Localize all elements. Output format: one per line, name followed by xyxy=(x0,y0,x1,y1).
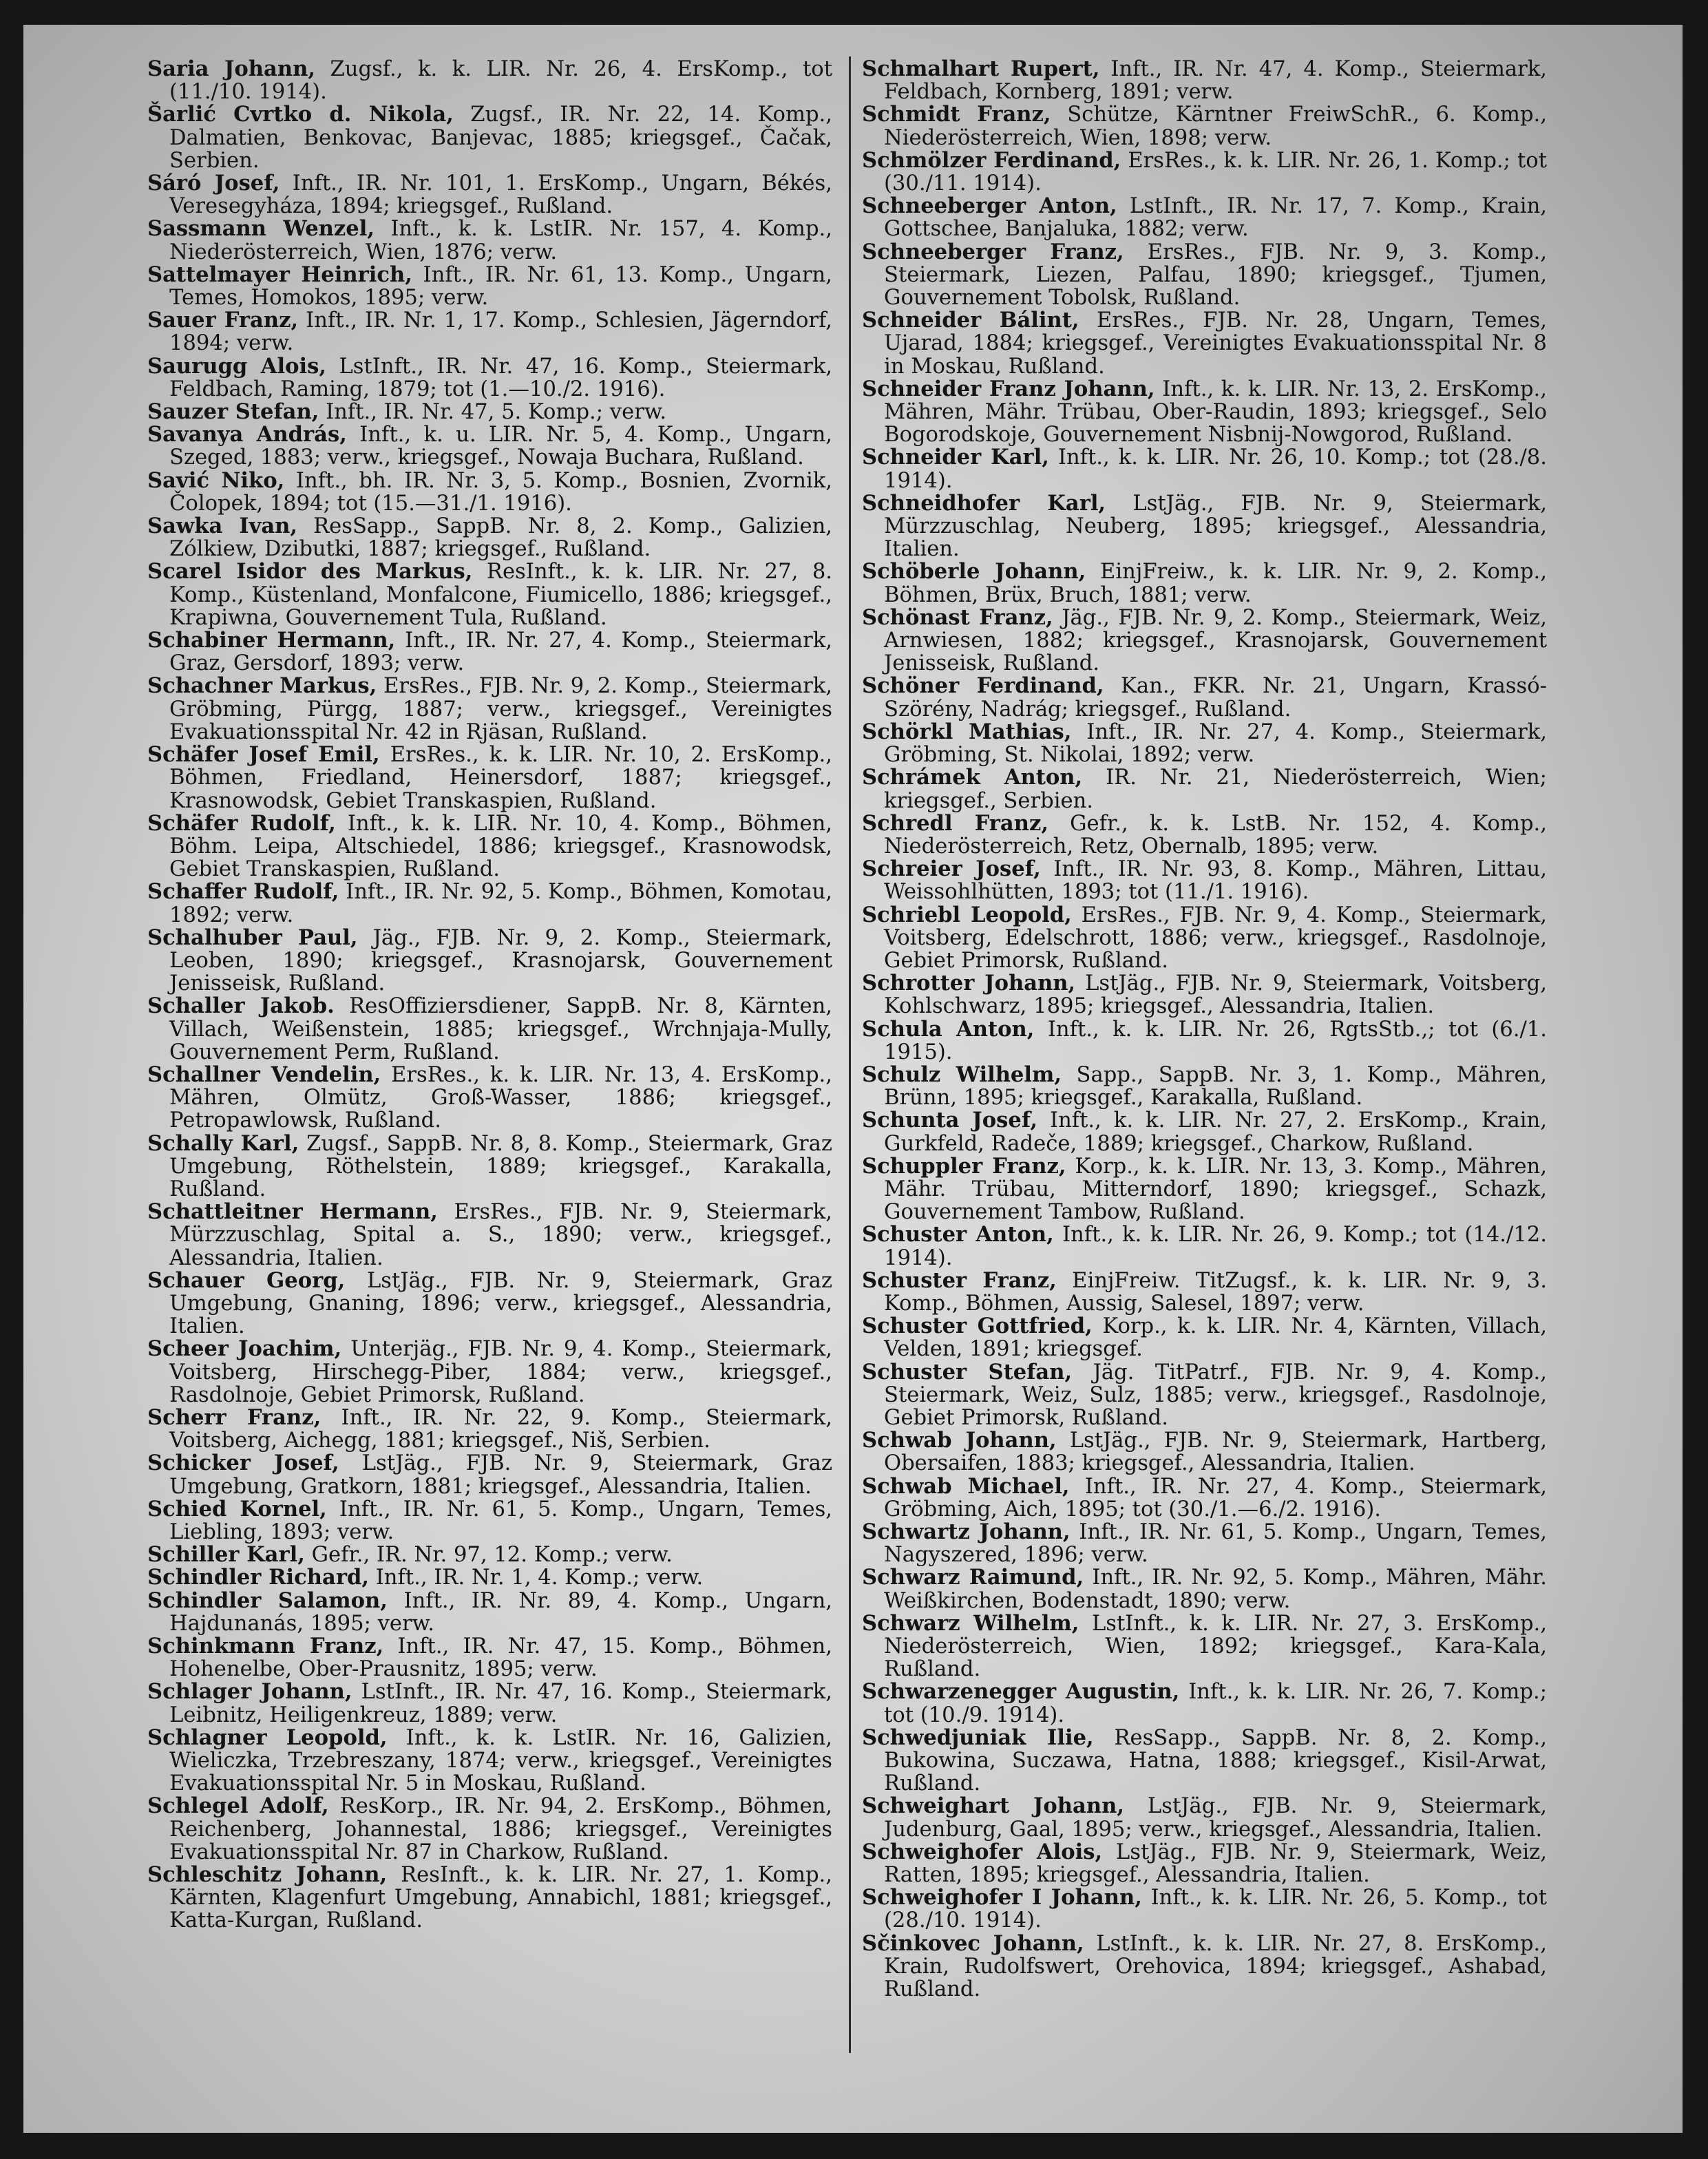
entry-name: Scheer Joachim, xyxy=(147,1336,342,1362)
entry-details: IR. Nr. 21, Niederösterreich, Wien; kriegsgef., Serbien. xyxy=(884,766,1547,813)
list-entry xyxy=(147,355,832,401)
list-entry xyxy=(862,1018,1547,1064)
entry-details: Inft., IR. Nr. 47, 5. Komp.; verw. xyxy=(326,400,667,425)
entry-name: Schwarz Wilhelm, xyxy=(862,1610,1079,1636)
entry-name: Savić Niko, xyxy=(147,467,285,493)
list-entry xyxy=(147,744,832,812)
list-entry xyxy=(862,1886,1547,1932)
entry-details: Zugsf., SappB. Nr. 8, 8. Komp., Steiermark, Graz Umgebung, Röthelstein, 1889; kriegsgef., Karakalla, Rußland. xyxy=(169,1131,832,1201)
entry-name: Schweighofer Alois, xyxy=(862,1839,1103,1864)
list-entry xyxy=(862,1932,1547,2001)
entry-details: Inft., k. k. LIR. Nr. 26, 9. Komp.; tot (14./12. 1914). xyxy=(884,1223,1547,1270)
entry-name: Schuppler Franz, xyxy=(862,1153,1066,1179)
list-entry xyxy=(147,812,832,881)
list-entry xyxy=(147,1544,832,1566)
list-entry xyxy=(147,172,832,218)
entry-name: Schuster Gottfried, xyxy=(862,1314,1093,1339)
entry-name: Schriebl Leopold, xyxy=(862,902,1072,927)
entry-name: Schäfer Rudolf, xyxy=(147,810,336,836)
entry-details: Unterjäg., FJB. Nr. 9, 4. Komp., Steiermark, Voitsberg, Hirschegg-Piber, 1884; verw., kriegsgef., Rasdolnoje, Gebiet Primorsk, Rußland. xyxy=(169,1337,832,1407)
entry-name: Schrotter Johann, xyxy=(862,971,1076,996)
entry-name: Schöberle Johann, xyxy=(862,559,1086,584)
entry-name: Schied Kornel, xyxy=(147,1496,327,1521)
entry-name: Schallner Vendelin, xyxy=(147,1062,381,1087)
entry-details: Inft., IR. Nr. 92, 5. Komp., Böhmen, Komotau, 1892; verw. xyxy=(169,880,832,927)
entry-details: Kan., FKR. Nr. 21, Ungarn, Krassó-Szörény, Nadrág; kriegsgef., Rußland. xyxy=(884,674,1547,722)
list-entry xyxy=(862,1155,1547,1224)
entry-name: Schöner Ferdinand, xyxy=(862,673,1104,699)
entry-name: Schulz Wilhelm, xyxy=(862,1062,1062,1087)
entry-details: LstJäg., FJB. Nr. 9, Steiermark, Voitsberg, Kohlschwarz, 1895; kriegsgef., Alessandria, Italien. xyxy=(884,971,1547,1019)
list-entry xyxy=(147,1681,832,1726)
entry-details: Inft., IR. Nr. 61, 5. Komp., Ungarn, Temes, Nagyszered, 1896; verw. xyxy=(884,1520,1548,1568)
entry-details: Sapp., SappB. Nr. 3, 1. Komp., Mähren, Brünn, 1895; kriegsgef., Karakalla, Rußland. xyxy=(884,1062,1547,1110)
list-entry xyxy=(862,1064,1547,1109)
entry-name: Schäfer Josef Emil, xyxy=(147,742,380,768)
entry-details: ErsRes., k. k. LIR. Nr. 10, 2. ErsKomp., Böhmen, Friedland, Heinersdorf, 1887; kriegsgef., Krasnowodsk, Gebiet Transkaspien, Rußland. xyxy=(169,743,833,813)
entry-name: Schwartz Johann, xyxy=(862,1519,1071,1544)
entry-details: ErsRes., FJB. Nr. 9, 2. Komp., Steiermark, Gröbming, Pürgg, 1887; verw., kriegsgef., Vereinigtes Evakuationsspital Nr. 42 in Rjäsan, Rußland. xyxy=(169,674,833,744)
entry-details: ResKorp., IR. Nr. 94, 2. ErsKomp., Böhmen, Reichenberg, Johannestal, 1886; kriegsgef., Vereinigtes Evakuationsspital Nr. 87 in Charkow, Rußland. xyxy=(169,1794,832,1864)
entry-name: Schneider Karl, xyxy=(862,445,1049,470)
list-entry xyxy=(862,241,1547,310)
entry-details: Korp., k. k. LIR. Nr. 13, 3. Komp., Mähren, Mähr. Trübau, Mitterndorf, 1890; kriegsgef., Schazk, Gouvernement Tambow, Rußland. xyxy=(884,1154,1547,1225)
list-entry xyxy=(147,58,832,103)
entry-details: LstJäg., FJB. Nr. 9, Steiermark, Weiz, Ratten, 1895; kriegsgef., Alessandria, Italien. xyxy=(884,1840,1547,1888)
list-entry xyxy=(147,401,832,423)
entry-details: Inft., IR. Nr. 1, 17. Komp., Schlesien, Jägerndorf, 1894; verw. xyxy=(169,308,833,356)
entry-name: Schlager Johann, xyxy=(147,1679,352,1705)
entry-details: Inft., k. u. LIR. Nr. 5, 4. Komp., Ungarn, Szeged, 1883; verw., kriegsgef., Nowaja Buchara, Rußland. xyxy=(169,423,832,470)
list-entry xyxy=(147,927,832,996)
list-entry xyxy=(862,1429,1547,1475)
list-entry xyxy=(862,1727,1547,1795)
entry-details: ResSapp., SappB. Nr. 8, 2. Komp., Bukowina, Suczawa, Hatna, 1888; kriegsgef., Kisil-Arwat, Rußland. xyxy=(884,1725,1547,1796)
entry-details: LstJäg., FJB. Nr. 9, Steiermark, Hartberg, Obersaifen, 1883; kriegsgef., Alessandria, Italien. xyxy=(884,1429,1547,1476)
list-entry xyxy=(147,515,832,560)
list-entry xyxy=(862,1223,1547,1269)
list-entry xyxy=(862,149,1547,195)
column-divider xyxy=(849,56,851,2053)
entry-details: ErsRes., FJB. Nr. 28, Ungarn, Temes, Ujarad, 1884; kriegsgef., Vereinigtes Evakuationsspital Nr. 8 in Moskau, Rußland. xyxy=(884,308,1547,379)
list-entry xyxy=(862,195,1547,240)
entry-name: Scarel Isidor des Markus, xyxy=(147,559,473,584)
entry-details: LstJäg., FJB. Nr. 9, Steiermark, Graz Umgebung, Gratkorn, 1881; kriegsgef., Alessandria, Italien. xyxy=(169,1451,832,1499)
entry-name: Scherr Franz, xyxy=(147,1404,321,1430)
list-entry xyxy=(862,766,1547,812)
document-page xyxy=(23,25,1683,2133)
entry-name: Schörkl Mathias, xyxy=(862,719,1072,744)
list-entry xyxy=(147,1498,832,1544)
entry-details: Inft., k. k. LIR. Nr. 27, 2. ErsKomp., Krain, Gurkfeld, Radeče, 1889; kriegsgef., Charkow, Rußland. xyxy=(884,1108,1547,1156)
entry-details: ErsRes., k. k. LIR. Nr. 13, 4. ErsKomp., Mähren, Olmütz, Groß-Wasser, 1886; kriegsgef., Petropawlowsk, Rußland. xyxy=(169,1062,833,1133)
entry-details: Jäg., FJB. Nr. 9, 2. Komp., Steiermark, Leoben, 1890; kriegsgef., Krasnojarsk, Gouvernement Jenisseisk, Rußland. xyxy=(169,925,832,996)
entry-details: Zugsf., IR. Nr. 22, 14. Komp., Dalmatien, Benkovac, Banjevac, 1885; kriegsgef., Čačak, Serbien. xyxy=(169,103,832,173)
entry-details: ResInft., k. k. LIR. Nr. 27, 8. Komp., Küstenland, Monfalcone, Fiumicello, 1886; kriegsgef., Krapiwna, Gouvernement Tula, Rußland. xyxy=(169,560,833,630)
entry-details: ErsRes., FJB. Nr. 9, Steiermark, Mürzzuschlag, Spital a. S., 1890; verw., kriegsgef., Alessandria, Italien. xyxy=(169,1200,832,1270)
entry-name: Schabiner Hermann, xyxy=(147,628,396,653)
left-column xyxy=(147,58,832,1932)
entry-details: Inft., IR. Nr. 27, 4. Komp., Steiermark, Gröbming, Aich, 1895; tot (30./1.—6./2. 1916). xyxy=(884,1474,1547,1521)
entry-name: Saria Johann, xyxy=(147,56,316,81)
entry-name: Šarlić Cvrtko d. Nikola, xyxy=(147,102,454,127)
entry-name: Schwedjuniak Ilie, xyxy=(862,1725,1094,1750)
entry-details: ErsRes., FJB. Nr. 9, 4. Komp., Steiermark, Voitsberg, Edelschrott, 1886; verw., kriegsgef., Rasdolnoje, Gebiet Primorsk, Rußland. xyxy=(884,903,1547,973)
list-entry xyxy=(147,1130,832,1201)
entry-details: Jäg. TitPatrf., FJB. Nr. 9, 4. Komp., Steiermark, Weiz, Sulz, 1885; verw., kriegsgef., Rasdolnoje, Gebiet Primorsk, Rußland. xyxy=(884,1360,1548,1430)
entry-details: Inft., IR. Nr. 61, 5. Komp., Ungarn, Temes, Liebling, 1893; verw. xyxy=(169,1497,832,1544)
entry-name: Sáró Josef, xyxy=(147,171,280,196)
entry-name: Schaffer Rudolf, xyxy=(147,879,339,905)
entry-name: Schmidt Franz, xyxy=(862,102,1051,127)
entry-details: LstInft., k. k. LIR. Nr. 27, 8. ErsKomp., Krain, Rudolfswert, Orehovica, 1894; kriegsgef., Ashabad, Rußland. xyxy=(884,1931,1548,2002)
entry-name: Schneeberger Anton, xyxy=(862,193,1117,219)
entry-name: Sčinkovec Johann, xyxy=(862,1930,1084,1956)
entry-details: Inft., IR. Nr. 101, 1. ErsKomp., Ungarn, Békés, Veresegyháza, 1894; kriegsgef., Rußland. xyxy=(169,171,832,219)
entry-name: Schalhuber Paul, xyxy=(147,925,358,950)
list-entry xyxy=(147,218,832,263)
list-entry xyxy=(862,1109,1547,1155)
entry-name: Sassmann Wenzel, xyxy=(147,216,375,242)
entry-name: Sauzer Stefan, xyxy=(147,399,319,425)
list-entry xyxy=(147,1064,832,1133)
entry-name: Schlagner Leopold, xyxy=(147,1725,388,1750)
entry-name: Schicker Josef, xyxy=(147,1451,339,1476)
list-entry xyxy=(862,492,1547,561)
entry-name: Schönast Franz, xyxy=(862,604,1053,630)
entry-name: Sattelmayer Heinrich, xyxy=(147,262,412,287)
list-entry xyxy=(147,881,832,926)
list-entry xyxy=(147,1452,832,1497)
entry-name: Savanya András, xyxy=(147,422,347,447)
list-entry xyxy=(862,1795,1547,1840)
list-entry xyxy=(147,1727,832,1795)
entry-details: LstInft., IR. Nr. 47, 16. Komp., Steiermark, Feldbach, Raming, 1879; tot (1.—10./2. 1916). xyxy=(169,354,833,401)
list-entry xyxy=(147,560,832,629)
right-column xyxy=(862,58,1547,2001)
list-entry xyxy=(147,1590,832,1635)
entry-details: LstInft., IR. Nr. 17, 7. Komp., Krain, Gottschee, Banjaluka, 1882; verw. xyxy=(884,194,1547,242)
entry-details: Inft., IR. Nr. 89, 4. Komp., Ungarn, Hajdunanás, 1895; verw. xyxy=(169,1588,832,1636)
entry-details: ResOffiziersdiener, SappB. Nr. 8, Kärnten, Villach, Weißenstein, 1885; kriegsgef., Wrchnjaja-Mully, Gouvernement Perm, Rußland. xyxy=(169,994,832,1064)
entry-name: Schauer Georg, xyxy=(147,1267,346,1293)
entry-details: ErsRes., k. k. LIR. Nr. 26, 1. Komp.; tot (30./11. 1914). xyxy=(884,148,1548,196)
entry-name: Schmölzer Ferdinand, xyxy=(862,147,1121,173)
entry-name: Schleschitz Johann, xyxy=(147,1862,388,1888)
entry-details: EinjFreiw. TitZugsf., k. k. LIR. Nr. 9, 3. Komp., Böhmen, Aussig, Salesel, 1897; verw. xyxy=(884,1268,1547,1316)
entry-name: Sawka Ivan, xyxy=(147,514,298,539)
entry-details: Inft., k. k. LstIR. Nr. 16, Galizien, Wieliczka, Trzebreszany, 1874; verw., kriegsgef., Vereinigtes Evakuationsspital Nr. 5 in Moskau, Rußland. xyxy=(169,1725,833,1796)
list-entry xyxy=(862,1475,1547,1521)
list-entry xyxy=(862,1361,1547,1430)
list-entry xyxy=(862,812,1547,858)
list-entry xyxy=(862,604,1547,676)
entry-details: Inft., k. k. LstIR. Nr. 157, 4. Komp., Niederösterreich, Wien, 1876; verw. xyxy=(169,217,832,264)
entry-details: LstJäg., FJB. Nr. 9, Steiermark, Mürzzuschlag, Neuberg, 1895; kriegsgef., Alessandria, Italien. xyxy=(884,491,1547,562)
entry-details: LstInft., k. k. LIR. Nr. 27, 3. ErsKomp., Niederösterreich, Wien, 1892; kriegsgef., Kara-Kala, Rußland. xyxy=(884,1611,1547,1682)
list-entry xyxy=(862,103,1547,149)
list-entry xyxy=(147,264,832,309)
list-entry xyxy=(147,1267,832,1339)
entry-name: Schrámek Anton, xyxy=(862,765,1083,790)
entry-details: Inft., k. k. LIR. Nr. 26, 5. Komp., tot (28./10. 1914). xyxy=(884,1886,1547,1933)
entry-name: Schula Anton, xyxy=(862,1016,1035,1042)
entry-name: Schneider Bálint, xyxy=(862,308,1079,333)
list-entry xyxy=(862,309,1547,378)
entry-details: Inft., k. k. LIR. Nr. 10, 4. Komp., Böhmen, Böhm. Leipa, Altschiedel, 1886; kriegsgef., Krasnowodsk, Gebiet Transkaspien, Rußland. xyxy=(169,811,833,882)
entry-details: EinjFreiw., k. k. LIR. Nr. 9, 2. Komp., Böhmen, Brüx, Bruch, 1881; verw. xyxy=(884,560,1547,607)
entry-name: Schweighofer I Johann, xyxy=(862,1885,1142,1910)
entry-name: Schneidhofer Karl, xyxy=(862,490,1106,516)
entry-name: Schmalhart Rupert, xyxy=(862,56,1100,81)
entry-name: Schuster Franz, xyxy=(862,1267,1057,1293)
entry-details: Korp., k. k. LIR. Nr. 4, Kärnten, Villach, Velden, 1891; kriegsgef. xyxy=(884,1314,1547,1362)
list-entry xyxy=(147,309,832,355)
list-entry xyxy=(862,1612,1547,1681)
entry-name: Schwab Michael, xyxy=(862,1473,1070,1499)
entry-name: Schuster Stefan, xyxy=(862,1359,1073,1384)
entry-details: Inft., IR. Nr. 1, 4. Komp.; verw. xyxy=(375,1566,704,1590)
list-entry xyxy=(862,1566,1547,1612)
entry-name: Schneeberger Franz, xyxy=(862,239,1124,264)
entry-details: Inft., IR. Nr. 47, 4. Komp., Steiermark, Feldbach, Kornberg, 1891; verw. xyxy=(884,57,1547,105)
list-entry xyxy=(862,972,1547,1018)
entry-name: Schreier Josef, xyxy=(862,856,1041,882)
entry-details: Inft., k. k. LIR. Nr. 26, 7. Komp.; tot (10./9. 1914). xyxy=(884,1680,1547,1727)
list-entry xyxy=(862,446,1547,492)
entry-name: Schally Karl, xyxy=(147,1130,299,1156)
list-entry xyxy=(862,1681,1547,1726)
list-entry xyxy=(862,1841,1547,1886)
list-entry xyxy=(862,1315,1547,1360)
entry-name: Saurugg Alois, xyxy=(147,353,326,379)
list-entry xyxy=(862,721,1547,766)
entry-details: LstJäg., FJB. Nr. 9, Steiermark, Graz Umgebung, Gnaning, 1896; verw., kriegsgef., Alessandria, Italien. xyxy=(169,1268,832,1339)
list-entry xyxy=(147,1635,832,1681)
entry-details: Gefr., k. k. LstB. Nr. 152, 4. Komp., Niederösterreich, Retz, Obernalb, 1895; verw. xyxy=(884,811,1547,859)
entry-details: Inft., IR. Nr. 61, 13. Komp., Ungarn, Temes, Homokos, 1895; verw. xyxy=(169,262,832,310)
entry-name: Schneider Franz Johann, xyxy=(862,376,1155,401)
list-entry xyxy=(147,995,832,1064)
entry-name: Schaller Jakob. xyxy=(147,993,335,1019)
entry-name: Schwarz Raimund, xyxy=(862,1565,1084,1590)
entry-details: Inft., k. k. LIR. Nr. 26, RgtsStb.,; tot (6./1. 1915). xyxy=(884,1017,1547,1064)
entry-details: Zugsf., k. k. LIR. Nr. 26, 4. ErsKomp., tot (11./10. 1914). xyxy=(169,57,832,105)
list-entry xyxy=(862,378,1547,447)
entry-details: LstJäg., FJB. Nr. 9, Steiermark, Judenburg, Gaal, 1895; verw., kriegsgef., Alessandria, Italien. xyxy=(884,1794,1548,1842)
list-entry xyxy=(862,1267,1547,1316)
entry-details: LstInft., IR. Nr. 47, 16. Komp., Steiermark, Leibnitz, Heiligenkreuz, 1889; verw. xyxy=(169,1680,833,1727)
entry-details: Gefr., IR. Nr. 97, 12. Komp.; verw. xyxy=(311,1543,673,1568)
entry-details: Inft., IR. Nr. 27, 4. Komp., Steiermark, Graz, Gersdorf, 1893; verw. xyxy=(169,629,832,676)
entry-details: ResSapp., SappB. Nr. 8, 2. Komp., Galizien, Zólkiew, Dzibutki, 1887; kriegsgef., Rußland. xyxy=(169,514,832,562)
list-entry xyxy=(862,560,1547,606)
list-entry xyxy=(147,1795,832,1864)
entry-details: ErsRes., FJB. Nr. 9, 3. Komp., Steiermark, Liezen, Palfau, 1890; kriegsgef., Tjumen, Gouvernement Tobolsk, Rußland. xyxy=(884,240,1547,310)
list-entry xyxy=(147,423,832,469)
list-entry xyxy=(862,1521,1547,1566)
entry-name: Schredl Franz, xyxy=(862,810,1048,836)
list-entry xyxy=(147,629,832,675)
entry-details: Inft., IR. Nr. 47, 15. Komp., Böhmen, Hohenelbe, Ober-Prausnitz, 1895; verw. xyxy=(169,1634,832,1682)
entry-name: Schweighart Johann, xyxy=(862,1793,1125,1819)
list-entry xyxy=(147,1864,832,1932)
list-entry xyxy=(147,467,833,516)
entry-details: Schütze, Kärntner FreiwSchR., 6. Komp., Niederösterreich, Wien, 1898; verw. xyxy=(884,103,1547,150)
list-entry xyxy=(862,904,1547,973)
entry-name: Schindler Richard, xyxy=(147,1565,369,1590)
entry-name: Schiller Karl, xyxy=(147,1542,305,1568)
entry-name: Sauer Franz, xyxy=(147,308,299,333)
list-entry xyxy=(147,1404,832,1453)
entry-name: Schlegel Adolf, xyxy=(147,1793,329,1819)
entry-details: Inft., bh. IR. Nr. 3, 5. Komp., Bosnien, Zvornik, Čolopek, 1894; tot (15.—31./1. 1916). xyxy=(169,468,833,516)
list-entry xyxy=(147,103,832,172)
entry-name: Schuster Anton, xyxy=(862,1222,1054,1247)
list-entry xyxy=(147,1201,832,1270)
entry-name: Schachner Markus, xyxy=(147,673,377,699)
entry-details: Jäg., FJB. Nr. 9, 2. Komp., Steiermark, Weiz, Arnwiesen, 1882; kriegsgef., Krasnojarsk, Gouvernement Jenisseisk, Rußland. xyxy=(884,605,1547,676)
entry-name: Schunta Josef, xyxy=(862,1108,1038,1133)
entry-details: Inft., IR. Nr. 92, 5. Komp., Mähren, Mähr. Weißkirchen, Bodenstadt, 1890; verw. xyxy=(884,1566,1547,1613)
list-entry xyxy=(862,58,1547,103)
entry-name: Schwab Johann, xyxy=(862,1428,1057,1453)
list-entry xyxy=(147,675,832,744)
entry-name: Schattleitner Hermann, xyxy=(147,1199,438,1225)
entry-name: Schwarzenegger Augustin, xyxy=(862,1679,1180,1705)
entry-details: Inft., IR. Nr. 22, 9. Komp., Steiermark, Voitsberg, Aichegg, 1881; kriegsgef., Niš, Serbien. xyxy=(169,1405,832,1453)
entry-details: Inft., k. k. LIR. Nr. 13, 2. ErsKomp., Mähren, Mähr. Trübau, Ober-Raudin, 1893; kriegsgef., Selo Bogorodskoje, Gouvernement Nisbnij-Nowgorod, Rußland. xyxy=(884,377,1547,447)
entry-details: Inft., k. k. LIR. Nr. 26, 10. Komp.; tot (28./8. 1914). xyxy=(884,445,1547,493)
entry-name: Schinkmann Franz, xyxy=(147,1634,384,1659)
entry-details: Inft., IR. Nr. 93, 8. Komp., Mähren, Littau, Weissohlhütten, 1893; tot (11./1. 1916). xyxy=(884,857,1547,905)
list-entry xyxy=(147,1566,832,1589)
list-entry xyxy=(862,675,1547,720)
entry-details: ResInft., k. k. LIR. Nr. 27, 1. Komp., Kärnten, Klagenfurt Umgebung, Annabichl, 1881; kriegsgef., Katta-Kurgan, Rußland. xyxy=(169,1863,832,1933)
entry-details: Inft., IR. Nr. 27, 4. Komp., Steiermark, Gröbming, St. Nikolai, 1892; verw. xyxy=(884,719,1547,768)
list-entry xyxy=(862,858,1547,903)
list-entry xyxy=(147,1338,832,1407)
entry-name: Schindler Salamon, xyxy=(147,1588,388,1613)
